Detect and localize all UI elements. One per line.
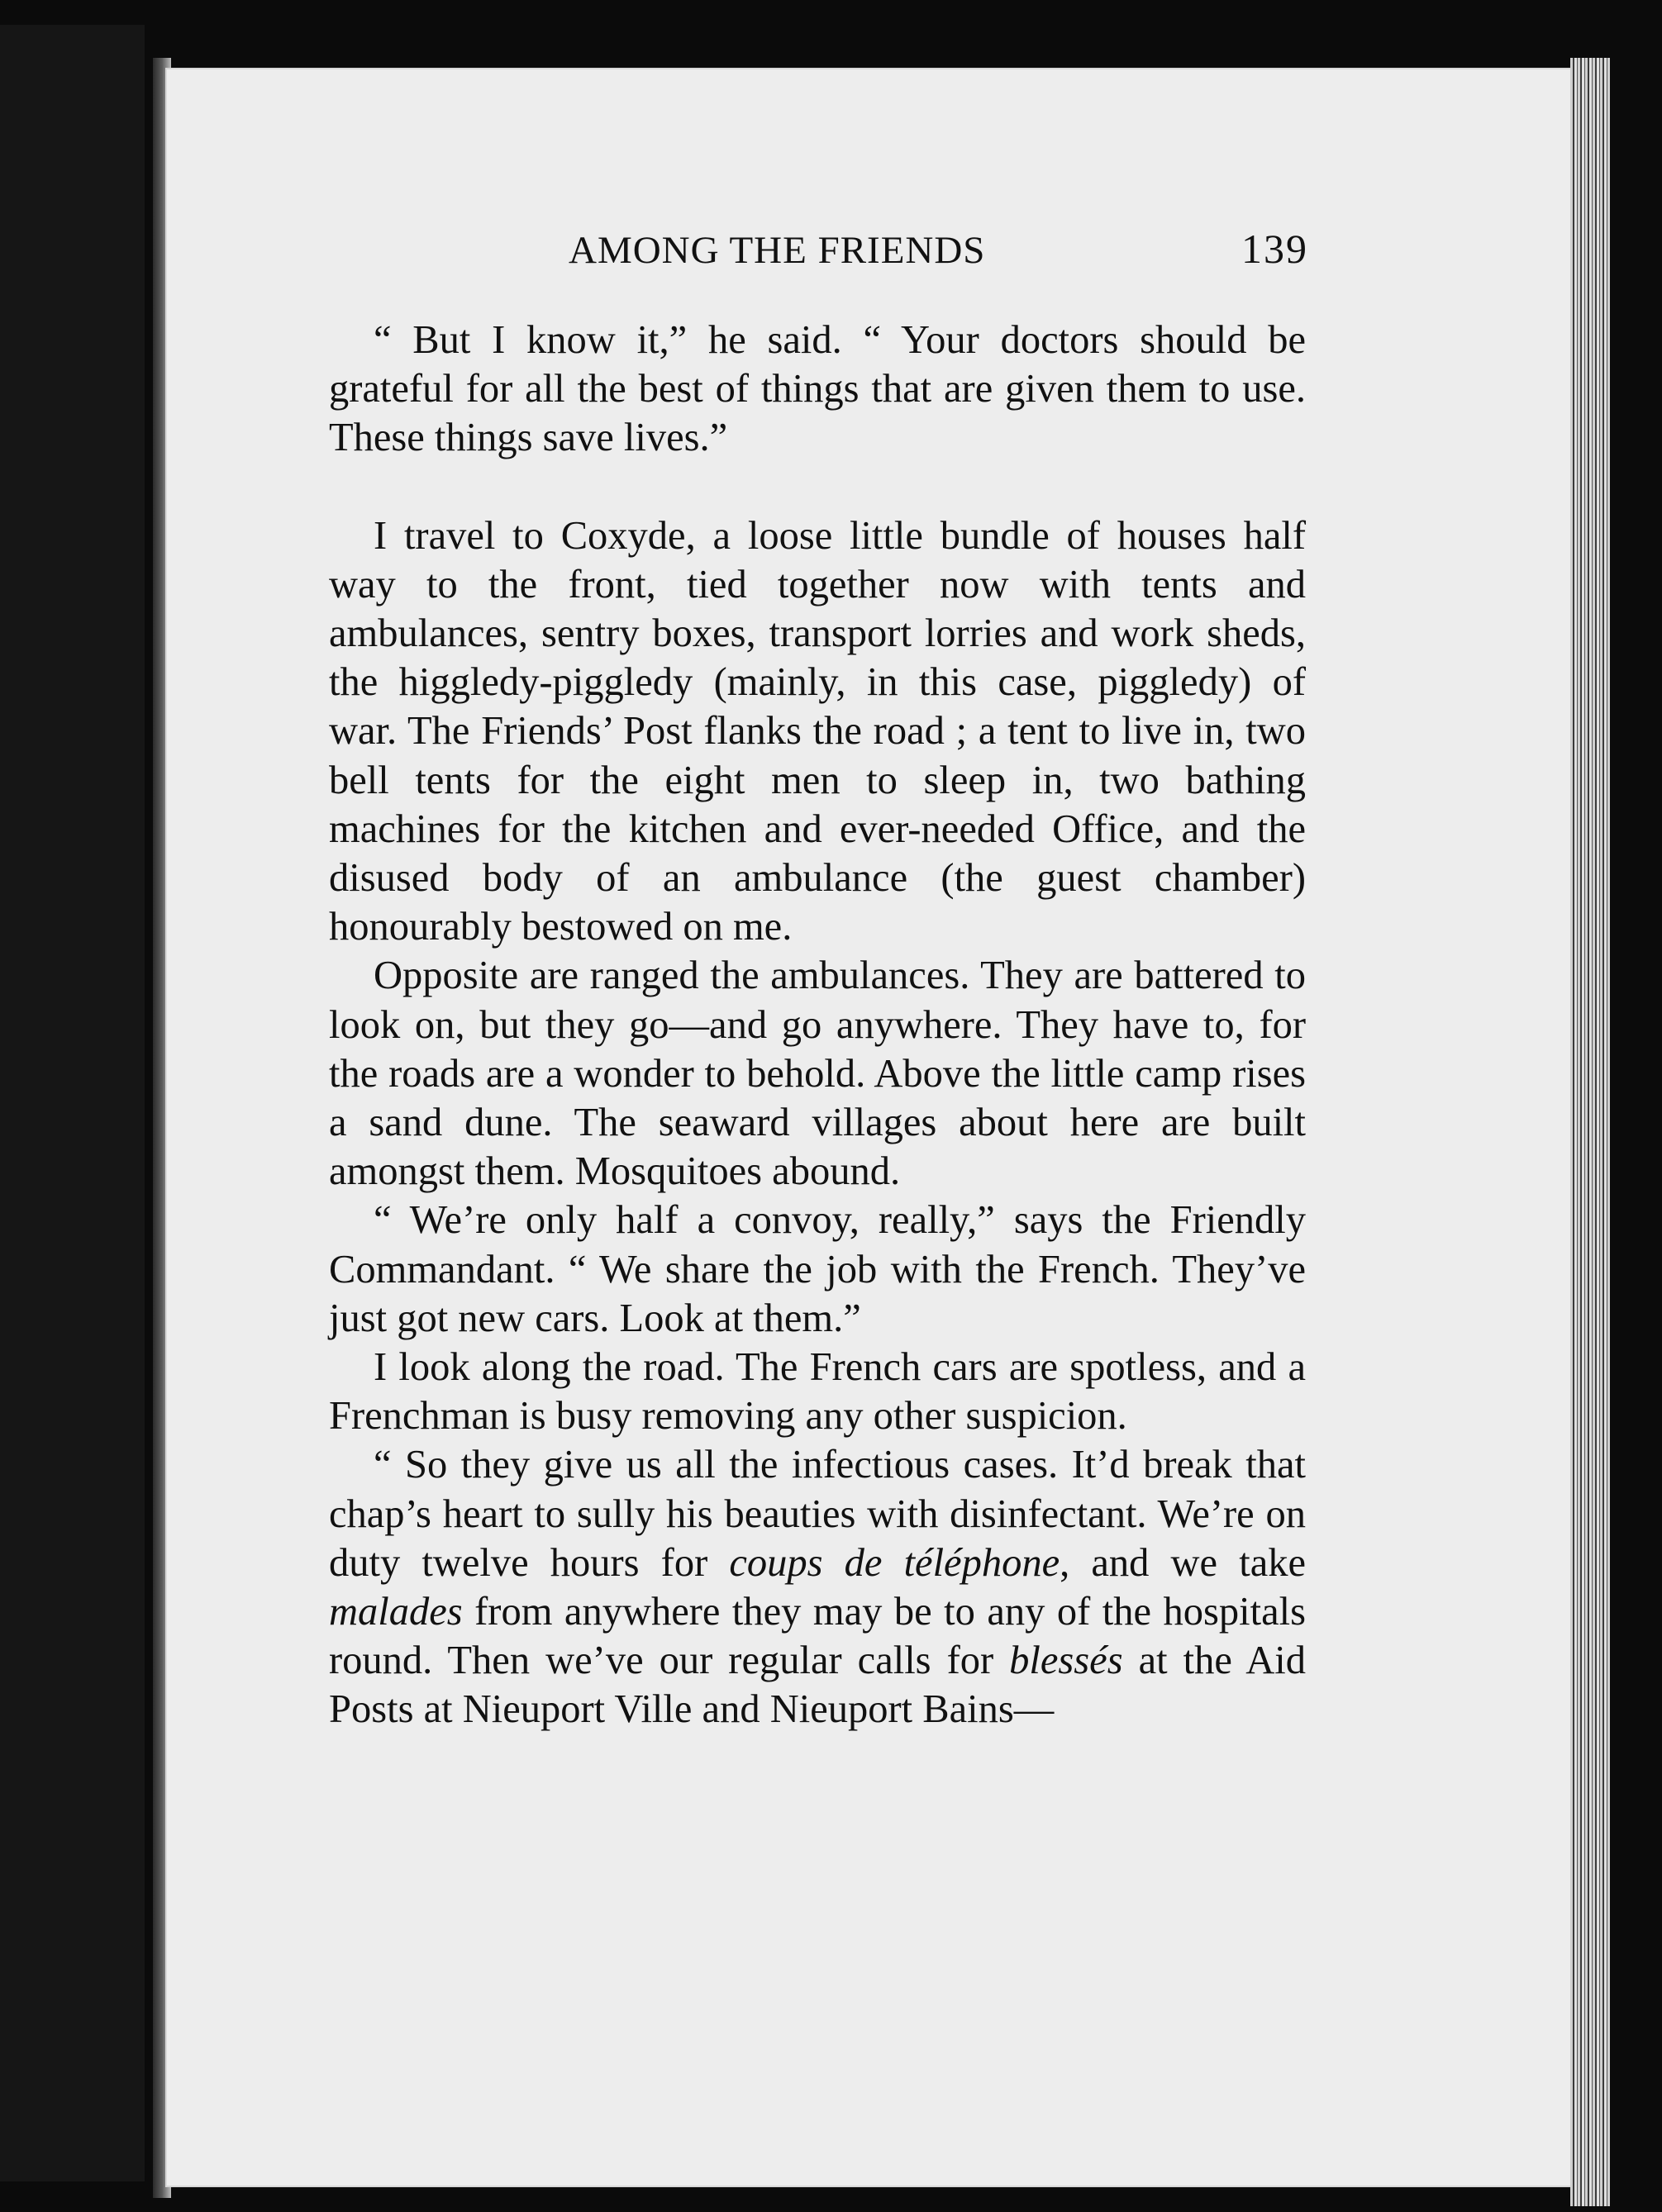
italic-phrase: malades: [329, 1590, 463, 1634]
paragraph-text: from anywhere they may be to any of the hospitals round. Then we’ve our regular calls for: [329, 1590, 1306, 1683]
body-text: [329, 316, 1306, 1734]
paragraph: Opposite are ranged the ambulances. They are battered to look on, but they go—and go anywhere. They have to, for the roads are a wonder to behold. Above the little camp rises a sand dune. The seaward villages about here are built amongst them. Mosquitoes abound.: [329, 954, 1306, 1194]
paragraph: “ But I know it,” he said. “ Your doctors should be grateful for all the best of things that are given them to use. These things save lives.”: [329, 318, 1306, 460]
running-head: [329, 225, 1308, 273]
italic-phrase: coups de téléphone: [729, 1540, 1060, 1585]
paragraph: I look along the road. The French cars are spotless, and a Frenchman is busy removing any other suspicion.: [329, 1345, 1306, 1439]
paragraph-text: “ So they give us all the infectious cases. It’d break that chap’s heart to sully his beauties with disinfectant. We’re on duty twelve hours for: [329, 1443, 1306, 1585]
running-head-title: AMONG THE FRIENDS: [569, 229, 986, 272]
paragraph-text: , and we take: [1060, 1540, 1306, 1585]
page-fore-edge: [1570, 58, 1610, 2206]
italic-phrase: blessés: [1009, 1639, 1123, 1683]
facing-page-edge: [0, 25, 145, 2181]
paragraph: I travel to Coxyde, a loose little bundle of houses half way to the front, tied together now with tents and ambulances, sentry boxes, transport lorries and work sheds, the higgledy-piggledy (mainly, in this case, piggledy) of war. The Friends’ Post flanks the road ; a tent to live in, two bell tents for the eight men to sleep in, two bathing machines for the kitchen and ever-needed Office, and the disused body of an ambulance (the guest chamber) honourably bestowed on me.: [329, 513, 1306, 949]
paragraph-text: at the Aid Posts at Nieuport Ville and Nieuport Bains—: [329, 1639, 1306, 1732]
page-number: 139: [1241, 226, 1308, 272]
paragraph: “ We’re only half a convoy, really,” says the Friendly Commandant. “ We share the job with the French. They’ve just got new cars. Look at them.”: [329, 1198, 1306, 1340]
paragraph: [329, 1440, 1306, 1734]
